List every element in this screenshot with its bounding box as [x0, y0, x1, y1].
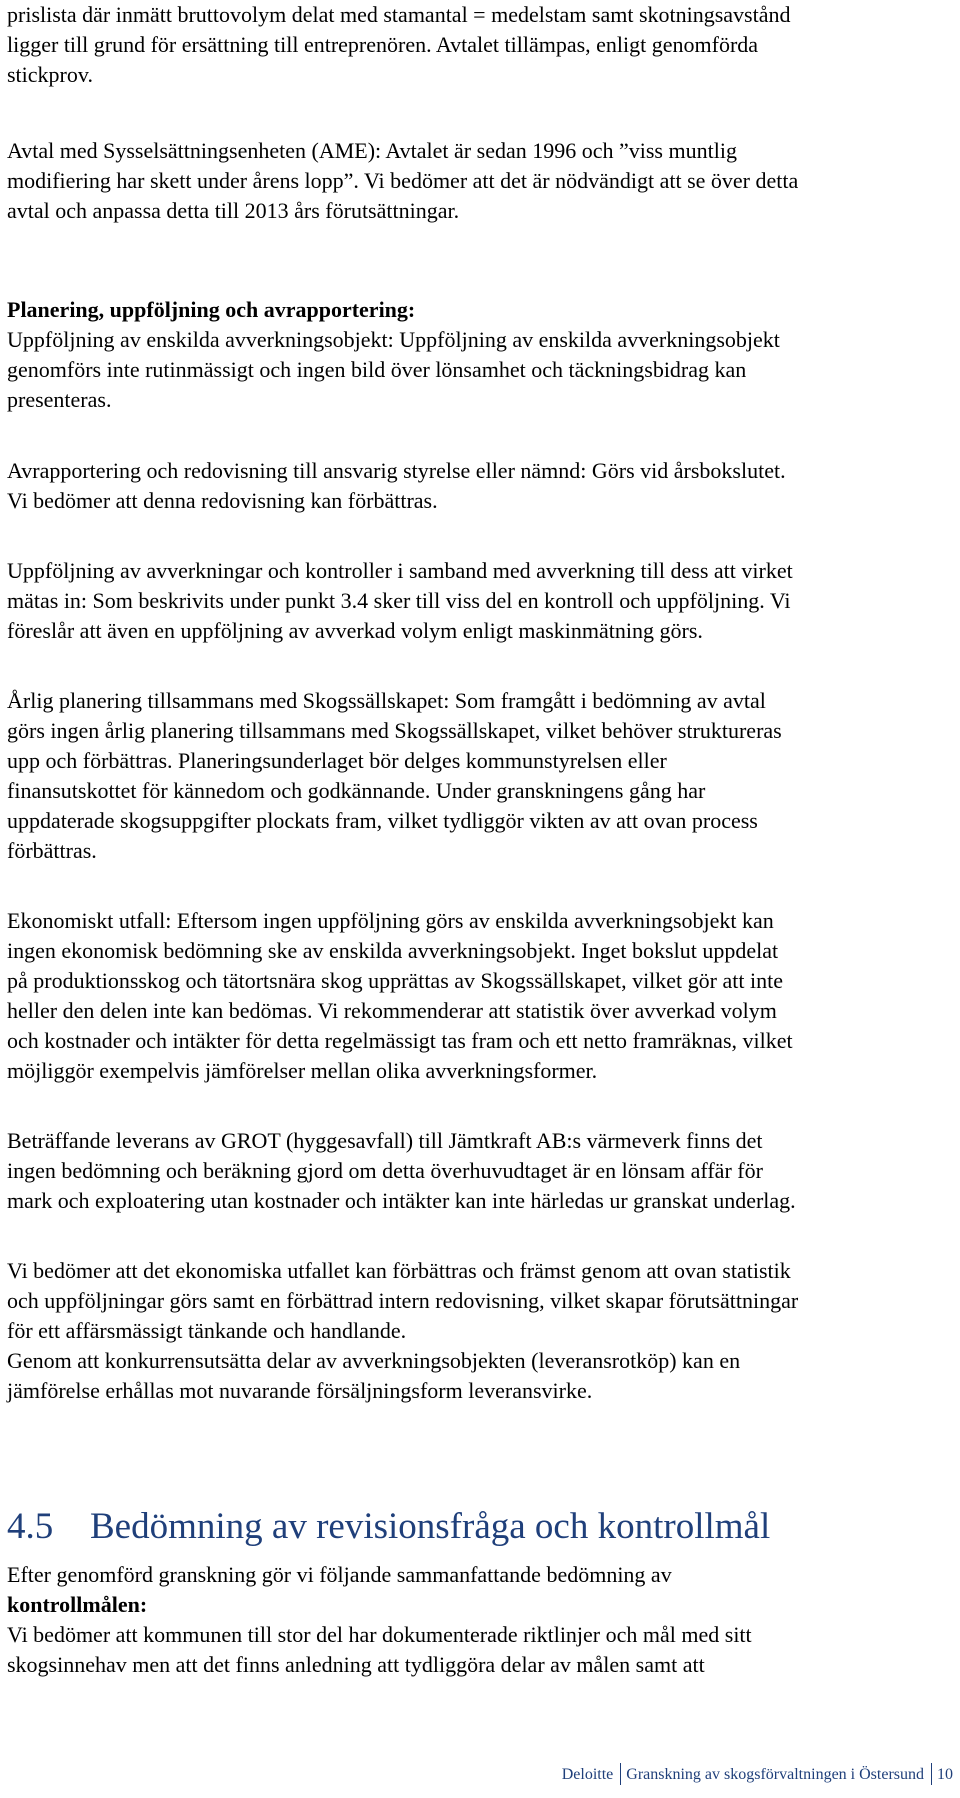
text-line: upp och förbättras. Planeringsunderlaget bör delges kommunstyrelsen eller: [7, 748, 667, 773]
section-number: 4.5: [7, 1506, 54, 1547]
text-line: Ekonomiskt utfall: Eftersom ingen uppföljning görs av enskilda avverkningsobjekt kan: [7, 908, 774, 933]
text-line: presenteras.: [7, 387, 112, 412]
text-line: mark och exploatering utan kostnader och intäkter kan inte härledas ur granskat underlag.: [7, 1188, 796, 1213]
text-line: föreslår att även en uppföljning av avverkad volym enligt maskinmätning görs.: [7, 618, 703, 643]
page-number: 10: [937, 1766, 953, 1783]
section-heading: [7, 1505, 770, 1548]
text-line: Vi bedömer att kommunen till stor del har dokumenterade riktlinjer och mål med sitt: [7, 1622, 752, 1647]
text-line: genomförs inte rutinmässigt och ingen bild över lönsamhet och täckningsbidrag kan: [7, 357, 747, 382]
subheading: Planering, uppföljning och avrapportering:: [7, 297, 416, 322]
text-line: Vi bedömer att denna redovisning kan förbättras.: [7, 488, 438, 513]
text-line: Beträffande leverans av GROT (hyggesavfall) till Jämtkraft AB:s värmeverk finns det: [7, 1128, 763, 1153]
text-line: Vi bedömer att det ekonomiska utfallet kan förbättras och främst genom att ovan statistik: [7, 1258, 791, 1283]
text-line: och kostnader och intäkter för detta regelmässigt tas fram och ett netto framräknas, vilket: [7, 1028, 793, 1053]
text-line: Avrapportering och redovisning till ansvarig styrelse eller nämnd: Görs vid årsbokslutet.: [7, 458, 786, 483]
text-line: prislista där inmätt bruttovolym delat med stamantal = medelstam samt skotningsavstånd: [7, 2, 791, 27]
footer-divider: [620, 1763, 621, 1785]
text-line: Uppföljning av enskilda avverkningsobjekt: Uppföljning av enskilda avverkningsobjekt: [7, 327, 780, 352]
section-title: Bedömning av revisionsfråga och kontrollmål: [90, 1506, 771, 1547]
footer-document-title: Granskning av skogsförvaltningen i Östersund: [626, 1766, 924, 1783]
text-line: Uppföljning av avverkningar och kontroller i samband med avverkning till dess att virket: [7, 558, 793, 583]
text-line: görs ingen årlig planering tillsammans med Skogssällskapet, vilket behöver struktureras: [7, 718, 782, 743]
text-line: stickprov.: [7, 62, 93, 87]
text-line: ligger till grund för ersättning till entreprenören. Avtalet tillämpas, enligt genomförda: [7, 32, 759, 57]
bold-label: kontrollmålen:: [7, 1592, 148, 1617]
text-line: på produktionsskog och tätortsnära skog upprättas av Skogssällskapet, vilket gör att inte: [7, 968, 783, 993]
text-line: förbättras.: [7, 838, 97, 863]
text-line: finansutskottet för kännedom och godkännande. Under granskningens gång har: [7, 778, 706, 803]
text-line: för ett affärsmässigt tänkande och handlande.: [7, 1318, 407, 1343]
text-line: skogsinnehav men att det finns anledning att tydliggöra delar av målen samt att: [7, 1652, 705, 1677]
text-line: Årlig planering tillsammans med Skogssällskapet: Som framgått i bedömning av avtal: [7, 688, 766, 713]
text-line: heller den delen inte kan bedömas. Vi rekommenderar att statistik över avverkad volym: [7, 998, 777, 1023]
page-footer: [7, 1763, 953, 1785]
text-line: mätas in: Som beskrivits under punkt 3.4 sker till viss del en kontroll och uppföljning. Vi: [7, 588, 791, 613]
text-line: och uppföljningar görs samt en förbättrad intern redovisning, vilket skapar förutsättningar: [7, 1288, 799, 1313]
text-line: ingen bedömning och beräkning gjord om detta överhuvudtaget är en lönsam affär för: [7, 1158, 763, 1183]
text-line: avtal och anpassa detta till 2013 års förutsättningar.: [7, 198, 460, 223]
text-line: uppdaterade skogsuppgifter plockats fram, vilket tydliggör vikten av att ovan process: [7, 808, 758, 833]
text-line: jämförelse erhållas mot nuvarande försäljningsform leveransvirke.: [7, 1378, 593, 1403]
footer-company: Deloitte: [561, 1766, 614, 1783]
text-line: modifiering har skett under årens lopp”. Vi bedömer att det är nödvändigt att se över detta: [7, 168, 799, 193]
text-line: ingen ekonomisk bedömning ske av enskilda avverkningsobjekt. Inget bokslut uppdelat: [7, 938, 779, 963]
text-line: Efter genomförd granskning gör vi följande sammanfattande bedömning av: [7, 1562, 672, 1587]
text-line: Avtal med Sysselsättningsenheten (AME): Avtalet är sedan 1996 och ”viss muntlig: [7, 138, 737, 163]
text-line: möjliggör exempelvis jämförelser mellan olika avverkningsformer.: [7, 1058, 598, 1083]
text-line: Genom att konkurrensutsätta delar av avverkningsobjekten (leveransrotköp) kan en: [7, 1348, 741, 1373]
footer-divider: [931, 1763, 932, 1785]
